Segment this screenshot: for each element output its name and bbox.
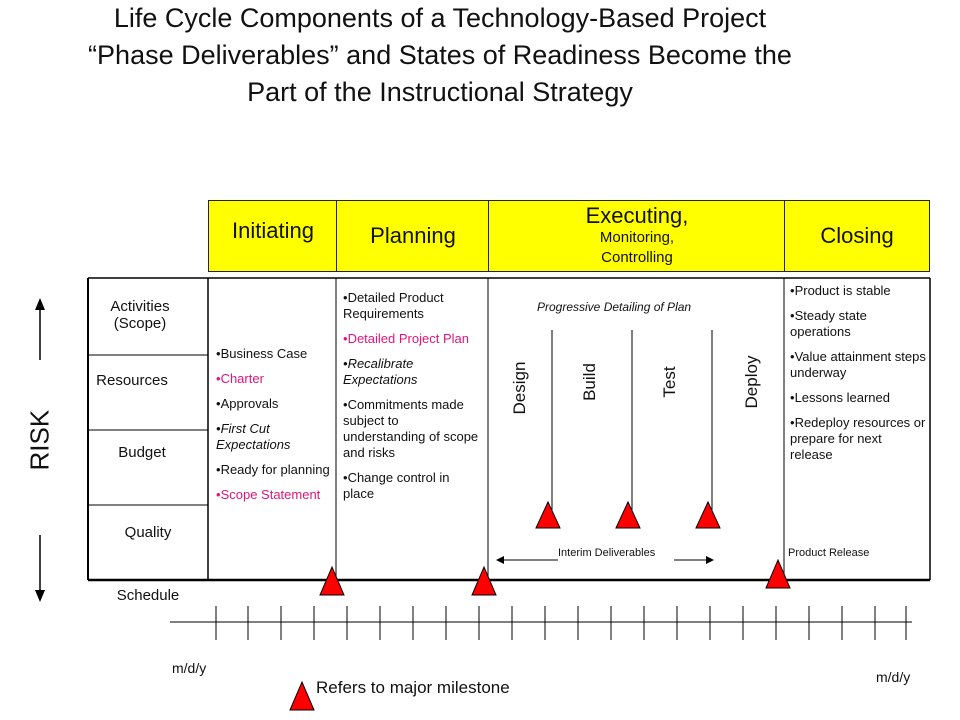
phase-planning-label: Planning <box>370 223 456 248</box>
legend-triangle <box>290 682 314 710</box>
initiating-item: • Charter <box>216 371 340 387</box>
row-label-schedule: Schedule <box>116 587 180 604</box>
phase-executing-sub-1: Monitoring, <box>599 229 675 246</box>
initiating-item: • Business Case <box>216 346 340 362</box>
row-label-activities <box>88 298 192 332</box>
phase-initiating-label: Initiating <box>232 218 314 243</box>
phase-closing-label: Closing <box>820 223 894 248</box>
closing-item: • Redeploy resources or prepare for next release <box>790 415 928 463</box>
timeline-start-date: m/d/y <box>172 660 207 676</box>
stage-deploy: Deploy <box>742 355 761 409</box>
planning-item: • Detailed Project Plan <box>343 331 483 347</box>
planning-item: • Change control in place <box>343 470 483 502</box>
row-label-activities-2: (Scope) <box>113 315 167 332</box>
initiating-item: • First Cut Expectations <box>216 421 340 453</box>
stage-design: Design <box>510 361 529 415</box>
closing-item: • Product is stable <box>790 283 928 299</box>
milestone-triangle <box>696 502 720 528</box>
planning-item: • Recalibrate Expectations <box>343 356 483 388</box>
stage-test: Test <box>660 366 679 398</box>
phase-executing-label: Executing, <box>585 203 689 228</box>
milestone-triangle <box>766 560 790 588</box>
row-label-budget: Budget <box>118 444 166 461</box>
progressive-detailing-label: Progressive Detailing of Plan <box>537 300 692 314</box>
milestone-triangle <box>616 502 640 528</box>
risk-label: RISK <box>24 409 55 471</box>
planning-deliverables <box>343 290 483 511</box>
title-line-1: Life Cycle Components of a Technology-Based Project <box>113 3 767 33</box>
interim-deliverables-label: Interim Deliverables <box>558 547 656 559</box>
phase-executing-sub-2: Controlling <box>601 249 673 266</box>
initiating-deliverables <box>216 346 340 512</box>
row-label-resources: Resources <box>96 372 168 389</box>
row-label-quality: Quality <box>124 524 172 541</box>
closing-deliverables <box>790 283 928 472</box>
title-line-2: “Phase Deliverables” and States of Readiness Become the <box>88 40 792 70</box>
closing-item: • Steady state operations <box>790 308 928 340</box>
planning-item: • Detailed Product Requirements <box>343 290 483 322</box>
planning-item: • Commitments made subject to understanding of scope and risks <box>343 397 483 461</box>
initiating-item: • Approvals <box>216 396 340 412</box>
row-label-activities-1: Activities <box>110 298 170 315</box>
legend-label: Refers to major milestone <box>316 678 510 697</box>
closing-item: • Lessons learned <box>790 390 928 406</box>
timeline-end-date: m/d/y <box>876 669 911 685</box>
initiating-item: • Scope Statement <box>216 487 340 503</box>
milestone-triangle <box>536 502 560 528</box>
stage-build: Build <box>580 363 599 401</box>
closing-item: • Value attainment steps underway <box>790 349 928 381</box>
initiating-item: • Ready for planning <box>216 462 340 478</box>
product-release-label: Product Release <box>788 547 870 559</box>
title-line-3: Part of the Instructional Strategy <box>247 77 633 107</box>
